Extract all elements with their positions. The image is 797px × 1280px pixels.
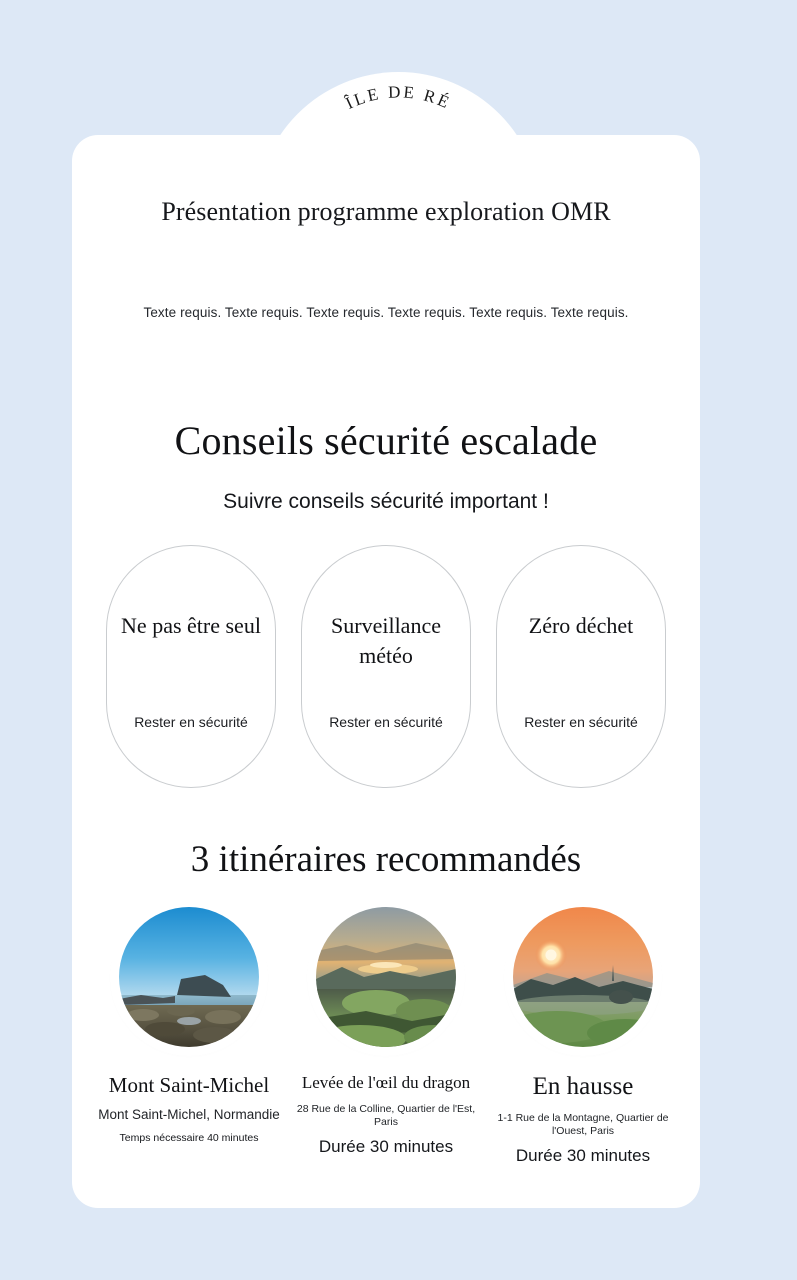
main-card bbox=[72, 135, 700, 1208]
sunrise-misty-field-photo bbox=[513, 907, 653, 1047]
safety-section-heading: Conseils sécurité escalade bbox=[174, 418, 598, 463]
itinerary-duration: Durée 30 minutes bbox=[318, 1136, 454, 1156]
safety-tip-title: Surveillance météo bbox=[331, 613, 441, 668]
itinerary-card[interactable] bbox=[488, 903, 678, 1166]
safety-tip-title: Ne pas être seul bbox=[121, 613, 261, 638]
itinerary-duration: Temps nécessaire 40 minutes bbox=[119, 1132, 259, 1145]
safety-tip-title: Zéro déchet bbox=[528, 613, 634, 638]
itinerary-address: 1-1 Rue de la Montagne, Quartier de l'Ouest, Paris bbox=[497, 1111, 669, 1137]
sunset-valley-hills-photo bbox=[316, 907, 456, 1047]
safety-tip-caption: Rester en sécurité bbox=[329, 714, 443, 730]
itinerary-photo-ring bbox=[312, 903, 460, 1051]
itinerary-card[interactable] bbox=[291, 903, 481, 1166]
itinerary-name: Levée de l'œil du dragon bbox=[301, 1073, 471, 1092]
page-title: Présentation programme exploration OMR bbox=[161, 197, 611, 226]
itinerary-card[interactable] bbox=[94, 903, 284, 1166]
safety-section-subheading: Suivre conseils sécurité important ! bbox=[223, 490, 549, 513]
safety-tip-card[interactable] bbox=[106, 545, 276, 788]
itinerary-photo-ring bbox=[115, 903, 263, 1051]
itinerary-address: 28 Rue de la Colline, Quartier de l'Est, Paris bbox=[296, 1102, 476, 1128]
itineraries-list bbox=[94, 903, 678, 1166]
safety-tip-card[interactable] bbox=[301, 545, 471, 788]
safety-tip-caption: Rester en sécurité bbox=[524, 714, 638, 730]
intro-paragraph: Texte requis. Texte requis. Texte requis. Texte requis. Texte requis. Texte requis. bbox=[143, 305, 629, 320]
brand-arch-title-text: ÎLE DE RÉ bbox=[342, 82, 455, 113]
itinerary-name: Mont Saint-Michel bbox=[108, 1073, 270, 1097]
safety-tip-card[interactable] bbox=[496, 545, 666, 788]
itinerary-photo-ring bbox=[509, 903, 657, 1051]
coastal-rock-headland-photo bbox=[119, 907, 259, 1047]
safety-tips-list bbox=[106, 545, 666, 788]
itinerary-name: En hausse bbox=[532, 1073, 634, 1100]
safety-tip-caption: Rester en sécurité bbox=[134, 714, 248, 730]
itineraries-section-heading: 3 itinéraires recommandés bbox=[190, 839, 582, 880]
itinerary-address: Mont Saint-Michel, Normandie bbox=[98, 1107, 280, 1123]
itinerary-duration: Durée 30 minutes bbox=[515, 1146, 651, 1165]
